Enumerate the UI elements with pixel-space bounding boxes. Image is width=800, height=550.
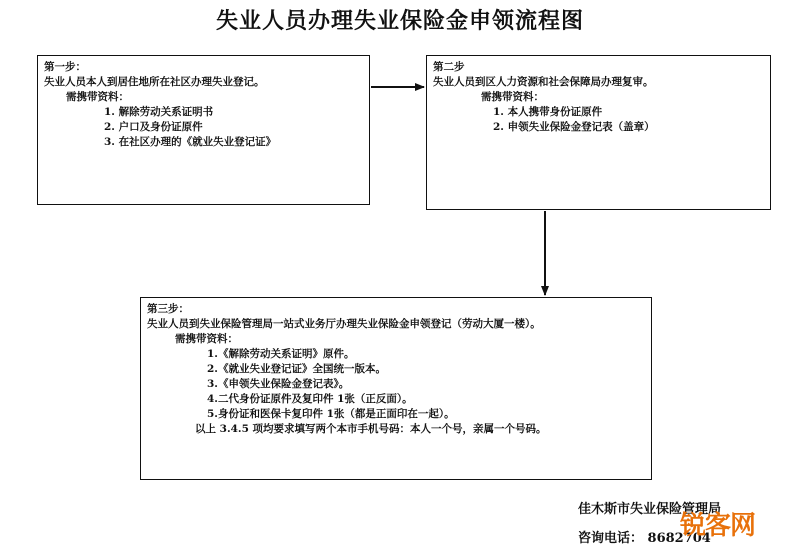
footer-organization: 佳木斯市失业保险管理局 bbox=[578, 502, 722, 517]
step3-materials-label: 需携带资料： bbox=[175, 333, 238, 345]
page-title: 失业人员办理失业保险金申领流程图 bbox=[215, 8, 584, 34]
step1-materials-label: 需携带资料： bbox=[66, 91, 129, 103]
step3-heading: 第三步： bbox=[147, 303, 189, 315]
step3-description: 失业人员到失业保险管理局一站式业务厅办理失业保险金申领登记（劳动大厦一楼）。 bbox=[147, 318, 541, 330]
step2-box bbox=[426, 55, 771, 210]
step1-item: 3. 在社区办理的《就业失业登记证》 bbox=[104, 136, 277, 148]
step3-box bbox=[140, 297, 652, 480]
step1-box bbox=[37, 55, 370, 205]
step3-item: 3.《申领失业保险金登记表》。 bbox=[207, 378, 350, 390]
step3-note: 以上 3.4.5 项均要求填写两个本市手机号码：本人一个号，亲属一个号码。 bbox=[195, 423, 547, 435]
step2-materials-label: 需携带资料： bbox=[481, 91, 544, 103]
step1-heading: 第一步： bbox=[44, 61, 86, 73]
step3-item: 5.身份证和医保卡复印件 1张（都是正面印在一起）。 bbox=[207, 408, 455, 420]
step2-item: 2. 申领失业保险金登记表（盖章） bbox=[493, 121, 655, 133]
step1-item: 1. 解除劳动关系证明书 bbox=[104, 106, 214, 118]
footer-phone: 咨询电话： 8682704 bbox=[578, 531, 711, 546]
watermark-logo bbox=[680, 505, 790, 541]
step2-description: 失业人员到区人力资源和社会保障局办理复审。 bbox=[433, 76, 654, 88]
step3-item: 1.《解除劳动关系证明》原件。 bbox=[207, 348, 355, 360]
watermark-text: 锐客网 bbox=[680, 511, 756, 541]
step3-item: 2.《就业失业登记证》全国统一版本。 bbox=[207, 363, 386, 375]
step2-heading: 第二步 bbox=[433, 61, 465, 73]
step2-item: 1. 本人携带身份证原件 bbox=[493, 106, 603, 118]
step1-item: 2. 户口及身份证原件 bbox=[104, 121, 203, 133]
step1-description: 失业人员本人到居住地所在社区办理失业登记。 bbox=[44, 76, 265, 88]
step3-item: 4.二代身份证原件及复印件 1张（正反面）。 bbox=[207, 393, 413, 405]
